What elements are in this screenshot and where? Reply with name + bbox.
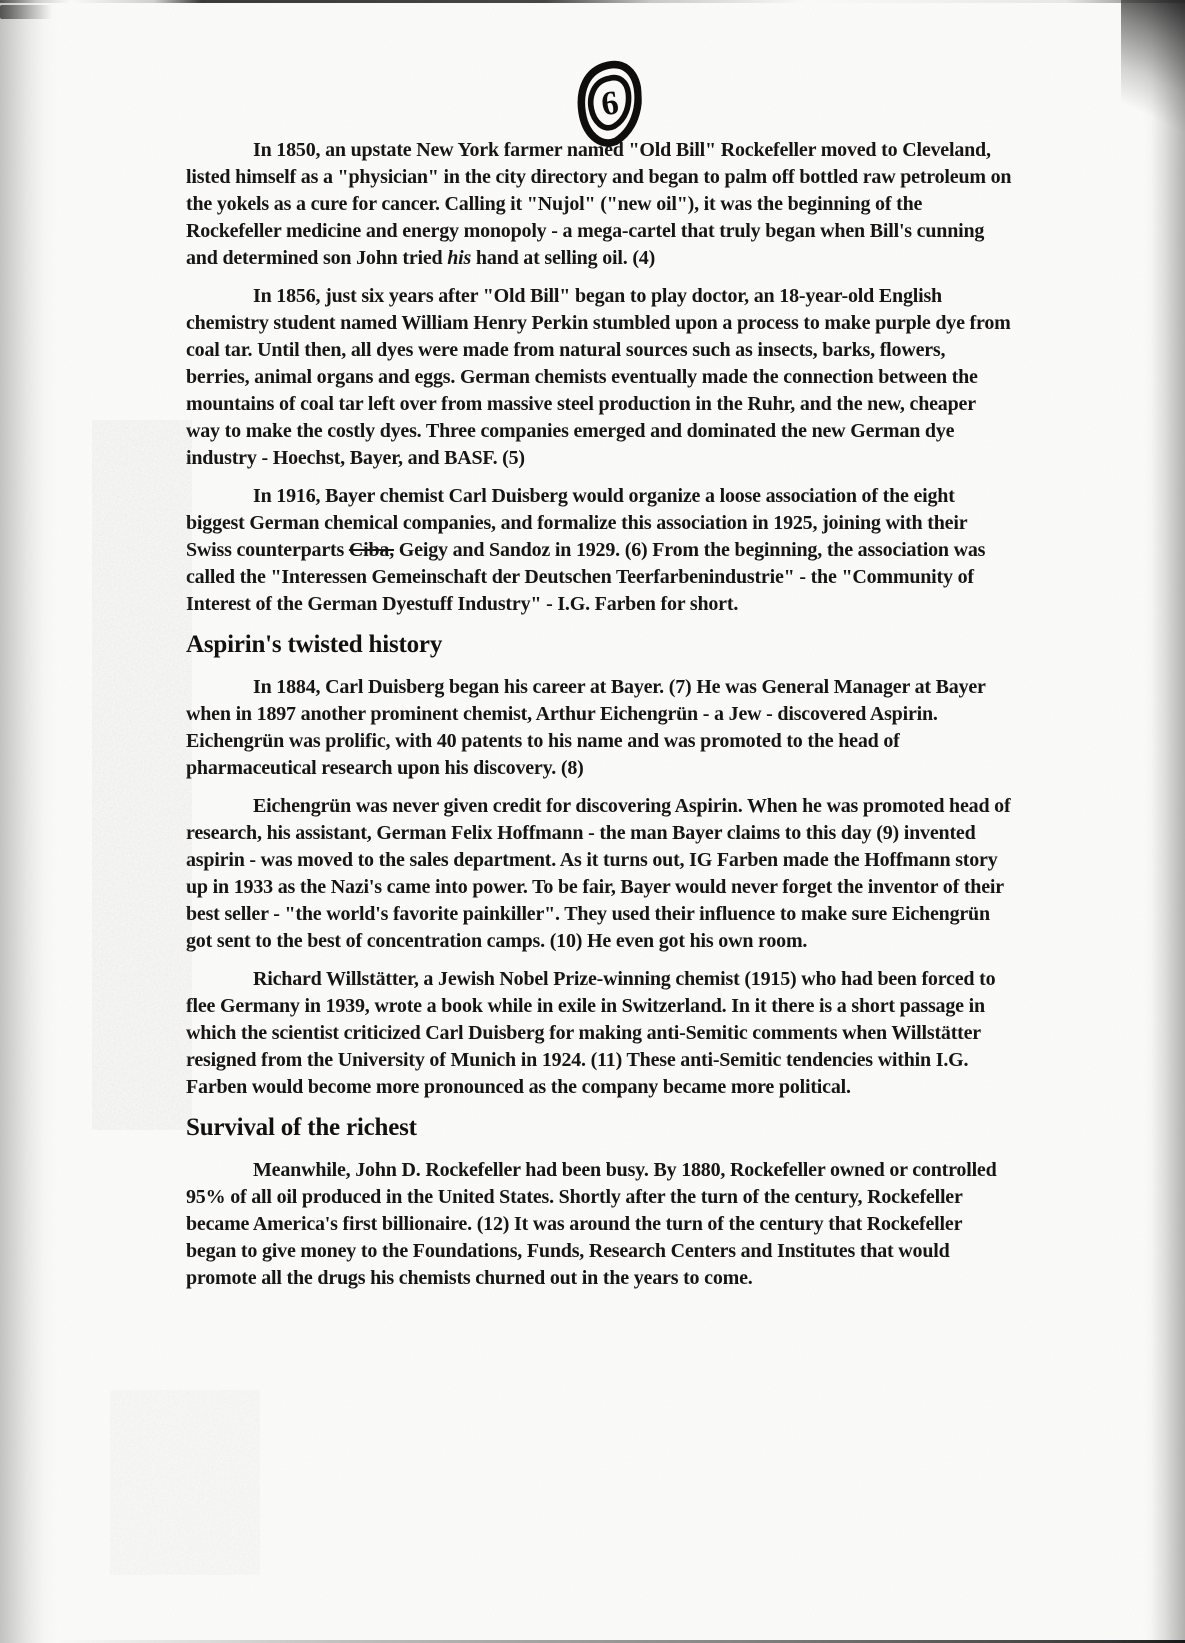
paragraph bbox=[186, 283, 1012, 472]
text-run: In 1850, an upstate New York farmer named "Old Bill" Rockefeller moved to Cleveland, listed himself as a "physician" in the city directory and began to palm off bottled raw petroleum on the yokels as a cure for cancer. Calling it "Nujol" ("new oil"), it was the beginning of the Rockefeller medicine and energy monopoly - a mega-cartel that truly began when Bill's cunning and determined son John tried bbox=[186, 139, 1012, 269]
text-run: In 1856, just six years after "Old Bill" began to play doctor, an 18-year-old English chemistry student named William Henry Perkin stumbled upon a process to make purple dye from coal tar. Until then, all dyes were made from natural sources such as insects, barks, flowers, berries, animal organs and eggs. German chemists eventually made the connection between the mountains of coal tar left over from massive steel production in the Ruhr, and the new, cheaper way to make the costly dyes. Three companies emerged and dominated the new German dye industry - Hoechst, Bayer, and BASF. (5) bbox=[186, 285, 1011, 469]
text-run-italic: his bbox=[447, 247, 472, 269]
top-edge-scan-line bbox=[0, 0, 1185, 3]
stamp-digit: 6 bbox=[599, 84, 621, 124]
paragraph bbox=[186, 793, 1012, 955]
top-left-smudge bbox=[0, 5, 52, 19]
spiral-stamp-logo bbox=[574, 58, 645, 149]
paragraph bbox=[186, 137, 1012, 272]
section-heading: Aspirin's twisted history bbox=[186, 631, 443, 658]
text-run: hand at selling oil. (4) bbox=[471, 247, 656, 269]
text-run-strike: Ciba, bbox=[348, 539, 394, 561]
paragraph bbox=[186, 483, 1012, 618]
document-body bbox=[186, 137, 1012, 1303]
paragraph bbox=[186, 1157, 1012, 1292]
text-run: In 1884, Carl Duisberg began his career at Bayer. (7) He was General Manager at Bayer when in 1897 another prominent chemist, Arthur Eichengrün - a Jew - discovered Aspirin. Eichengrün was prolific, with 40 patents to his name and was promoted to the head of pharmaceutical research upon his discovery. (8) bbox=[186, 676, 986, 779]
text-run: Richard Willstätter, a Jewish Nobel Prize-winning chemist (1915) who had been forced to flee Germany in 1939, wrote a book while in exile in Switzerland. In it there is a short passage in which the scientist criticized Carl Duisberg for making anti-Semitic comments when Willstätter resigned from the University of Munich in 1924. (11) These anti-Semitic tendencies within I.G. Farben would become more pronounced as the company became more political. bbox=[186, 968, 996, 1098]
text-run: Geigy and Sandoz in 1929. (6) From the beginning, the association was called the "Interessen Gemeinschaft der Deutschen Teerfarbenindustrie" - the "Community of Interest of the German Dyestuff Industry" - I.G. Farben for short. bbox=[186, 539, 986, 615]
right-edge-shadow bbox=[1143, 0, 1185, 1643]
lower-left-speckle-band bbox=[110, 1390, 260, 1575]
text-run: Eichengrün was never given credit for discovering Aspirin. When he was promoted head of research, his assistant, German Felix Hoffmann - the man Bayer claims to this day (9) invented aspirin - was moved to the sales department. As it turns out, IG Farben made the Hoffmann story up in 1933 as the Nazi's came into power. To be fair, Bayer would never forget the inventor of their best seller - "the world's favorite painkiller". They used their influence to make sure Eichengrün got sent to the best of concentration camps. (10) He even got his own room. bbox=[186, 795, 1011, 952]
text-run: In 1916, Bayer chemist Carl Duisberg would organize a loose association of the eight biggest German chemical companies, and formalize this association in 1925, joining with their Swiss counterparts bbox=[186, 485, 968, 561]
left-edge-shadow bbox=[0, 0, 58, 1643]
spiral-stamp-icon bbox=[574, 58, 645, 149]
section-heading: Survival of the richest bbox=[186, 1114, 417, 1141]
left-margin-speckle-band bbox=[92, 420, 192, 1130]
top-right-corner-shadow bbox=[1121, 0, 1185, 160]
paragraph bbox=[186, 674, 1012, 782]
paragraph bbox=[186, 966, 1012, 1101]
text-run: Meanwhile, John D. Rockefeller had been busy. By 1880, Rockefeller owned or controlled 95% of all oil produced in the United States. Shortly after the turn of the century, Rockefeller became America's first billionaire. (12) It was around the turn of the century that Rockefeller began to give money to the Foundations, Funds, Research Centers and Institutes that would promote all the drugs his chemists churned out in the years to come. bbox=[186, 1159, 997, 1289]
